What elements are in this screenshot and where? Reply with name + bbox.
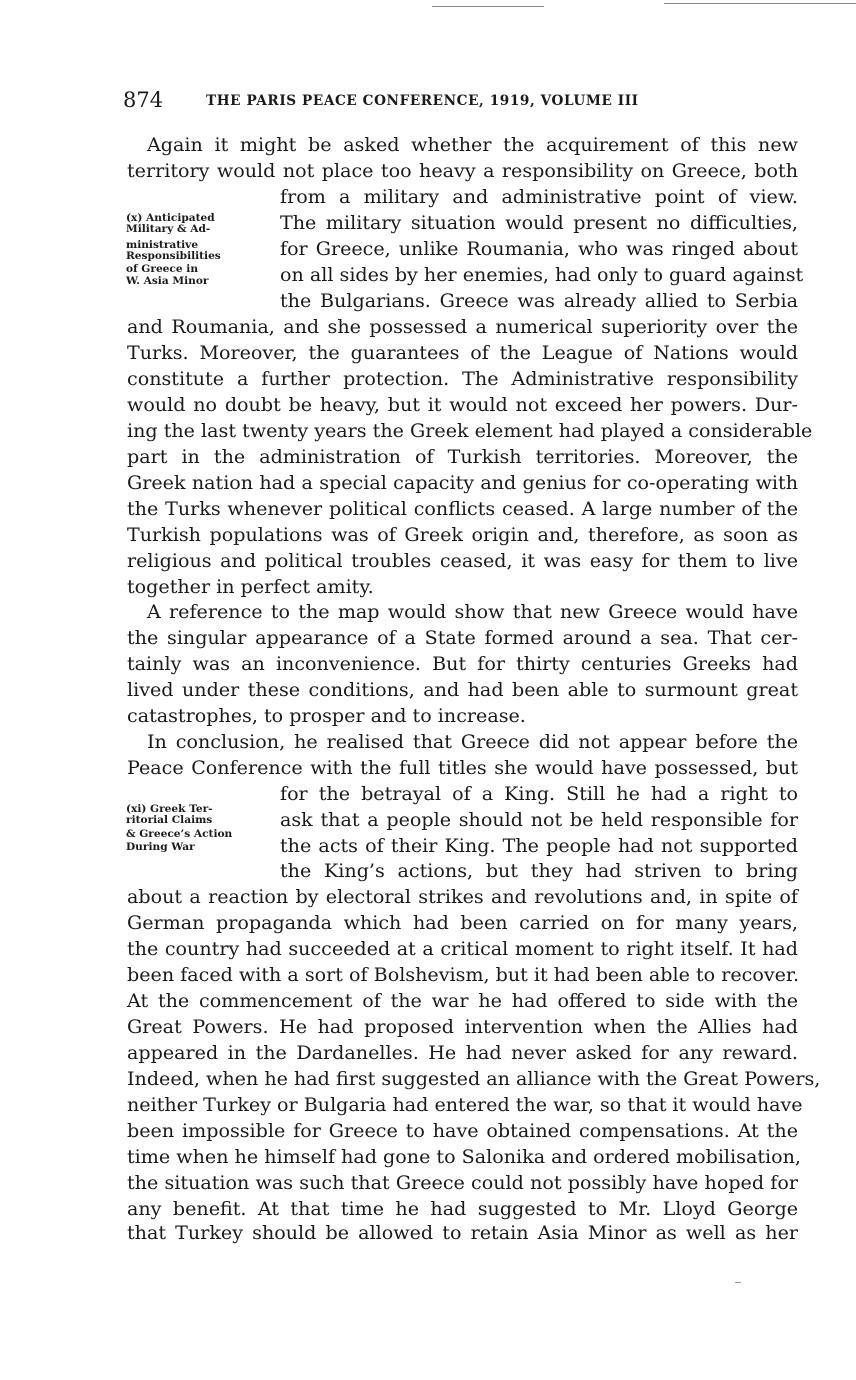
text-line: the country had succeeded at a critical moment to right itself. It had [127, 937, 798, 960]
text-line: catastrophes, to prosper and to increase. [127, 704, 526, 727]
text-line: constitute a further protection. The Administrative responsibility [127, 367, 798, 390]
margin-note-line: ritorial Claims [126, 814, 213, 826]
text-line: from a military and administrative point of view. [280, 185, 798, 208]
text-line: and Roumania, and she possessed a numerical superiority over the [127, 315, 798, 338]
text-line: territory would not place too heavy a responsibility on Greece, both [127, 159, 798, 182]
text-line: Great Powers. He had proposed intervention when the Allies had [127, 1015, 798, 1038]
text-line: the King’s actions, but they had striven to bring [280, 859, 798, 882]
text-line: part in the administration of Turkish territories. Moreover, the [127, 445, 798, 468]
text-line: lived under these conditions, and had been able to surmount great [127, 678, 798, 701]
margin-note-line: ministrative [126, 239, 199, 251]
text-line: Indeed, when he had first suggested an alliance with the Great Powers, [127, 1067, 821, 1090]
margin-note-line: & Greece’s Action [126, 828, 233, 840]
margin-note-line: of Greece in [126, 263, 199, 275]
text-line: the situation was such that Greece could not possibly have hoped for [127, 1171, 798, 1194]
top-rule-left [432, 6, 544, 7]
text-line: for Greece, unlike Roumania, who was ringed about [280, 237, 798, 260]
text-line: together in perfect amity. [127, 575, 374, 598]
top-rule-right [664, 3, 856, 4]
text-line: Greek nation had a special capacity and genius for co-operating with [127, 471, 798, 494]
text-line: been faced with a sort of Bolshevism, but it had been able to recover. [127, 963, 800, 986]
running-head: THE PARIS PEACE CONFERENCE, 1919, VOLUME III [206, 93, 639, 109]
text-line: about a reaction by electoral strikes and revolutions and, in spite of [127, 885, 798, 908]
text-line: ing the last twenty years the Greek element had played a considerable [127, 419, 813, 442]
text-line: for the betrayal of a King. Still he had a right to [280, 782, 798, 805]
margin-note-line: Military & Ad- [126, 223, 211, 235]
margin-note-line: (xi) Greek Ter- [126, 803, 213, 815]
text-line: tainly was an inconvenience. But for thirty centuries Greeks had [127, 652, 798, 675]
text-line: ask that a people should not be held responsible for [280, 808, 798, 831]
text-line: time when he himself had gone to Salonika and ordered mobilisation, [127, 1145, 801, 1168]
margin-note-line: During War [126, 841, 195, 853]
margin-note-line: (x) Anticipated [126, 212, 215, 224]
text-line: been impossible for Greece to have obtained compensations. At the [127, 1119, 798, 1142]
text-line: In conclusion, he realised that Greece did not appear before the [147, 730, 798, 753]
text-line: Peace Conference with the full titles she would have possessed, but [127, 756, 798, 779]
text-line: German propaganda which had been carried on for many years, [127, 911, 798, 934]
text-line: At the commencement of the war he had offered to side with the [127, 989, 798, 1012]
text-line: religious and political troubles ceased, it was easy for them to live [127, 549, 798, 572]
margin-note-line: Responsibilities [126, 250, 221, 262]
text-line: the Turks whenever political conflicts ceased. A large number of the [127, 497, 798, 520]
text-line: The military situation would present no difficulties, [280, 211, 798, 234]
text-line: Turks. Moreover, the guarantees of the League of Nations would [127, 341, 798, 364]
text-line: the Bulgarians. Greece was already allied to Serbia [280, 289, 798, 312]
text-line: A reference to the map would show that new Greece would have [147, 600, 798, 623]
text-line: Turkish populations was of Greek origin and, therefore, as soon as [127, 523, 798, 546]
text-line: that Turkey should be allowed to retain Asia Minor as well as her [127, 1221, 798, 1244]
text-line: the singular appearance of a State formed around a sea. That cer- [127, 626, 798, 649]
text-line: the acts of their King. The people had not supported [280, 834, 798, 857]
text-line: on all sides by her enemies, had only to guard against [280, 263, 804, 286]
page-number: 874 [123, 88, 164, 112]
text-line: would no doubt be heavy, but it would not exceed her powers. Dur- [127, 393, 798, 416]
text-line: neither Turkey or Bulgaria had entered the war, so that it would have [127, 1093, 803, 1116]
margin-note-line: W. Asia Minor [126, 275, 209, 287]
text-line: appeared in the Dardanelles. He had never asked for any reward. [127, 1041, 798, 1064]
page-mark [735, 1282, 741, 1283]
text-line: any benefit. At that time he had suggested to Mr. Lloyd George [127, 1197, 798, 1220]
text-line: Again it might be asked whether the acquirement of this new [147, 133, 798, 156]
